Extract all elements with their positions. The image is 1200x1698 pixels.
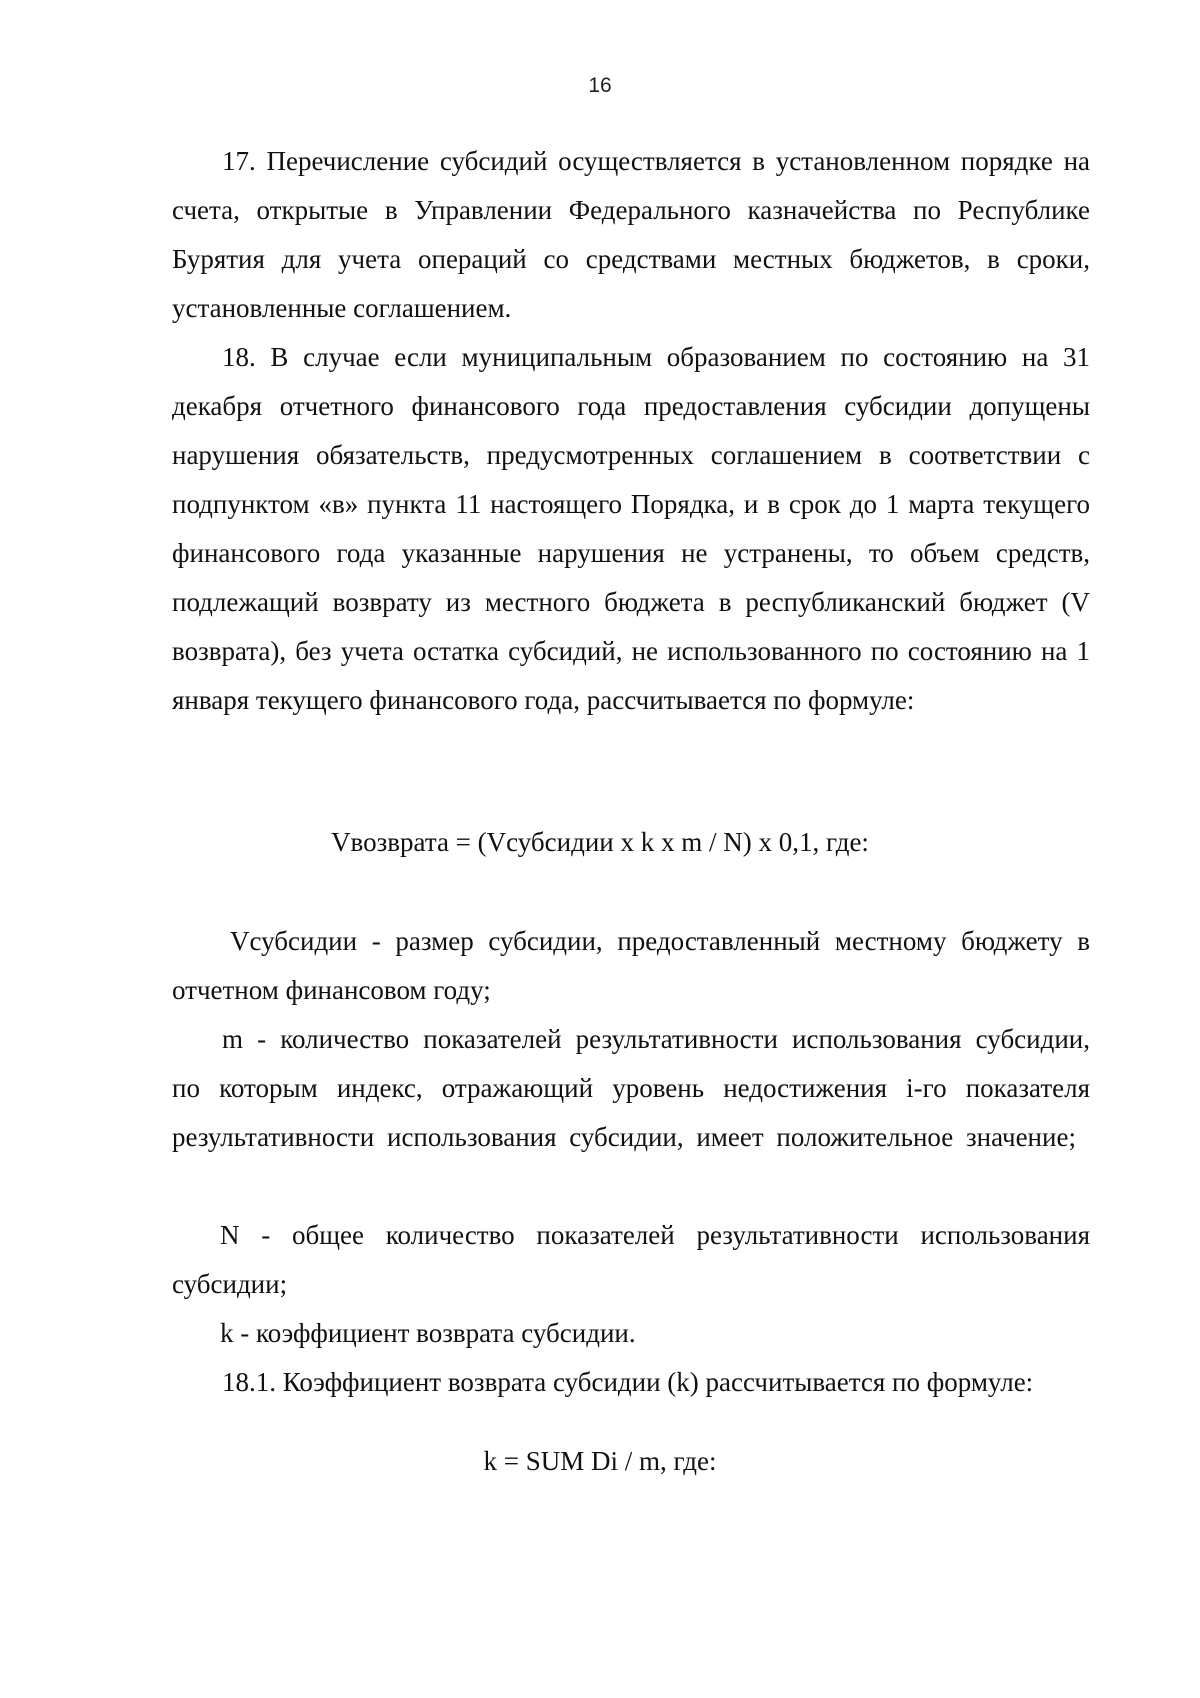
paragraph-18-1: 18.1. Коэффициент возврата субсидии (k) рассчитывается по формуле: bbox=[222, 1367, 1034, 1397]
definition-v-subsidy: Vсубсидии - размер субсидии, предоставленный местному бюджету в отчетном финансовом году; bbox=[172, 926, 1090, 1005]
definition-k: k - коэффициент возврата субсидии. bbox=[220, 1318, 636, 1348]
definition-m: m - количество показателей результативности использования субсидии, по которым индекс, отражающий уровень недостижения i-го показателя результативности использования субсидии, имеет положительное значение; bbox=[172, 1024, 1090, 1152]
page-number: 16 bbox=[588, 74, 612, 97]
definition-n: N - общее количество показателей результативности использования субсидии; bbox=[172, 1220, 1090, 1299]
formula-v-return: Vвозврата = (Vсубсидии x k x m / N) x 0,1, где: bbox=[331, 827, 869, 857]
formula-k: k = SUM Di / m, где: bbox=[483, 1446, 717, 1476]
paragraph-18: 18. В случае если муниципальным образованием по состоянию на 31 декабря отчетного финансового года предоставления субсидии допущены нарушения обязательств, предусмотренных соглашением в соответствии с подпунктом «в» пункта 11 настоящего Порядка, и в срок до 1 марта текущего финансового года указанные нарушения не устранены, то объем средств, подлежащий возврату из местного бюджета в республиканский бюджет (V возврата), без учета остатка субсидий, не использованного по состоянию на 1 января текущего финансового года, рассчитывается по формуле: bbox=[172, 342, 1090, 715]
paragraph-17: 17. Перечисление субсидий осуществляется в установленном порядке на счета, открытые в Управлении Федерального казначейства по Республике Бурятия для учета операций со средствами местных бюджетов, в сроки, установленные соглашением. bbox=[172, 146, 1090, 323]
